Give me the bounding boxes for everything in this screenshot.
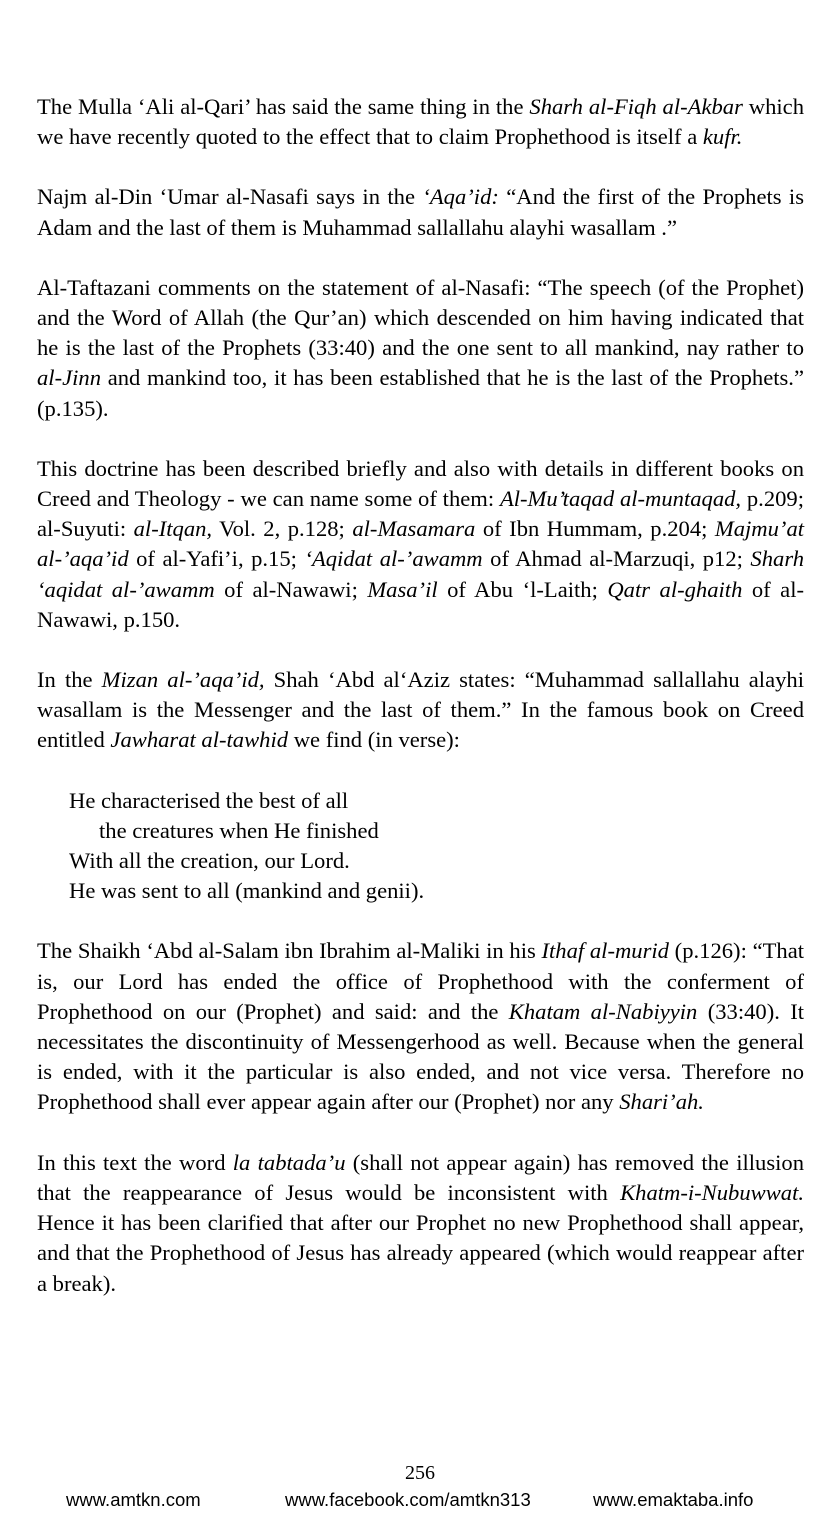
verse-line: With all the creation, our Lord. (69, 848, 350, 874)
italic-text: la tabtada’u (232, 1149, 346, 1175)
text-run: (p.126): “That is, our Lord has ended the office of Prophethood with the conferment of Prophethood on our (Prophet) and said: and the (37, 938, 804, 1024)
italic-text: ‘Aqa’id: (422, 184, 499, 210)
italic-text: kufr. (702, 124, 743, 150)
italic-text: Sharh ‘aqidat al-’awamm (37, 546, 804, 602)
text-run: of Ahmad al-Marzuqi, p12; (482, 546, 751, 572)
text-run: Al-Taftazani comments on the statement of al-Nasafi: “The speech (of the Prophet) and the Word of Allah (the Qur’an) which descended on him having indicated that he is the last of the Prophets (33:40) and the one sent to all mankind, nay rather to (37, 274, 804, 361)
paragraph (37, 92, 804, 152)
text-run: Vol. 2, p.128; (212, 516, 353, 542)
text-run: and mankind too, it has been established that he is the last of the Prophets.” (p.135). (37, 365, 804, 421)
paragraphs-before-verse (37, 92, 804, 756)
italic-text: Qatr al-ghaith (607, 576, 743, 602)
text-run: of al-Yafi’i, p.15; (128, 546, 305, 572)
verse-line: He was sent to all (mankind and genii). (69, 878, 425, 904)
page-body (37, 92, 804, 1329)
italic-text: Ithaf al-murid (541, 938, 669, 964)
italic-text: al-Jinn (37, 365, 101, 391)
footer-link-right[interactable]: www.emaktaba.info (593, 1489, 754, 1510)
text-run: of al-Nawawi; (214, 576, 368, 602)
italic-text: Masa’il (367, 576, 438, 602)
page-number: 256 (405, 1462, 435, 1484)
paragraph (37, 273, 804, 424)
text-run: Hence it has been clarified that after our Prophet no new Prophethood shall appear, and that the Prophethood of Jesus has already appeared (which would reappear after a break). (37, 1210, 804, 1296)
italic-text: Majmu’at al-’aqa’id (37, 516, 805, 572)
paragraph (37, 936, 804, 1117)
paragraph (37, 1148, 804, 1299)
verse-line: He characterised the best of all (69, 787, 349, 813)
italic-text: al-Masamara (352, 516, 476, 542)
text-run: we find (in verse): (288, 727, 460, 753)
text-run: This doctrine has been described briefly and also with details in different books on Creed and Theology - we can name some of them: (37, 455, 804, 512)
paragraph (37, 665, 804, 756)
text-run: (shall not appear again) has removed the illusion that the reappearance of Jesus would be inconsistent with (37, 1149, 805, 1205)
italic-text: Khatm-i-Nubuwwat. (620, 1179, 804, 1205)
text-run: of Abu ‘l-Laith; (437, 576, 608, 602)
verse-line: the creatures when He finished (99, 817, 379, 843)
text-run: p.209; al-Suyuti: (37, 486, 804, 542)
text-run: In this text the word (37, 1149, 233, 1175)
italic-text: Al-Mu’taqad al-muntaqad, (499, 486, 742, 512)
paragraph (37, 182, 804, 242)
footer-link-left[interactable]: www.amtkn.com (66, 1489, 201, 1510)
text-run: of al-Nawawi, p.150. (37, 576, 804, 632)
text-run: “And the first of the Prophets is Adam and the last of them is Muhammad sallallahu alayhi wasallam .” (37, 184, 804, 240)
italic-text: Jawharat al-tawhid (110, 727, 289, 753)
text-run: Shah ‘Abd al‘Aziz states: “Muhammad sallallahu alayhi wasallam is the Messenger and the last of them.” In the famous book on Creed entitled (37, 667, 804, 753)
text-run: Najm al-Din ‘Umar al-Nasafi says in the (37, 184, 423, 210)
footer-link-center[interactable]: www.facebook.com/amtkn313 (285, 1489, 531, 1510)
verse-block (69, 786, 804, 907)
italic-text: Sharh al-Fiqh al-Akbar (529, 94, 743, 119)
text-run: of Ibn Hummam, p.204; (475, 516, 715, 542)
text-run: The Mulla ‘Ali al-Qari’ has said the same thing in the (37, 94, 530, 119)
italic-text: Shari’ah. (619, 1089, 704, 1115)
italic-text: Mizan al-’aqa’id, (101, 667, 265, 693)
paragraph (37, 454, 804, 635)
italic-text: al-Itqan, (133, 516, 213, 542)
paragraphs-after-verse (37, 936, 804, 1298)
italic-text: ‘Aqidat al-’awamm (304, 546, 483, 572)
italic-text: Khatam al-Nabiyyin (508, 998, 698, 1024)
text-run: which we have recently quoted to the effect that to claim Prophethood is itself a (37, 94, 804, 150)
text-run: In the (37, 667, 102, 693)
text-run: (33:40). It necessitates the discontinuity of Messengerhood as well. Because when the general is ended, with it the particular is also ended, and not vice versa. Therefore no Prophethood shall ever appear again after our (Prophet) nor any (37, 998, 805, 1115)
text-run: The Shaikh ‘Abd al-Salam ibn Ibrahim al-Maliki in his (37, 938, 542, 964)
